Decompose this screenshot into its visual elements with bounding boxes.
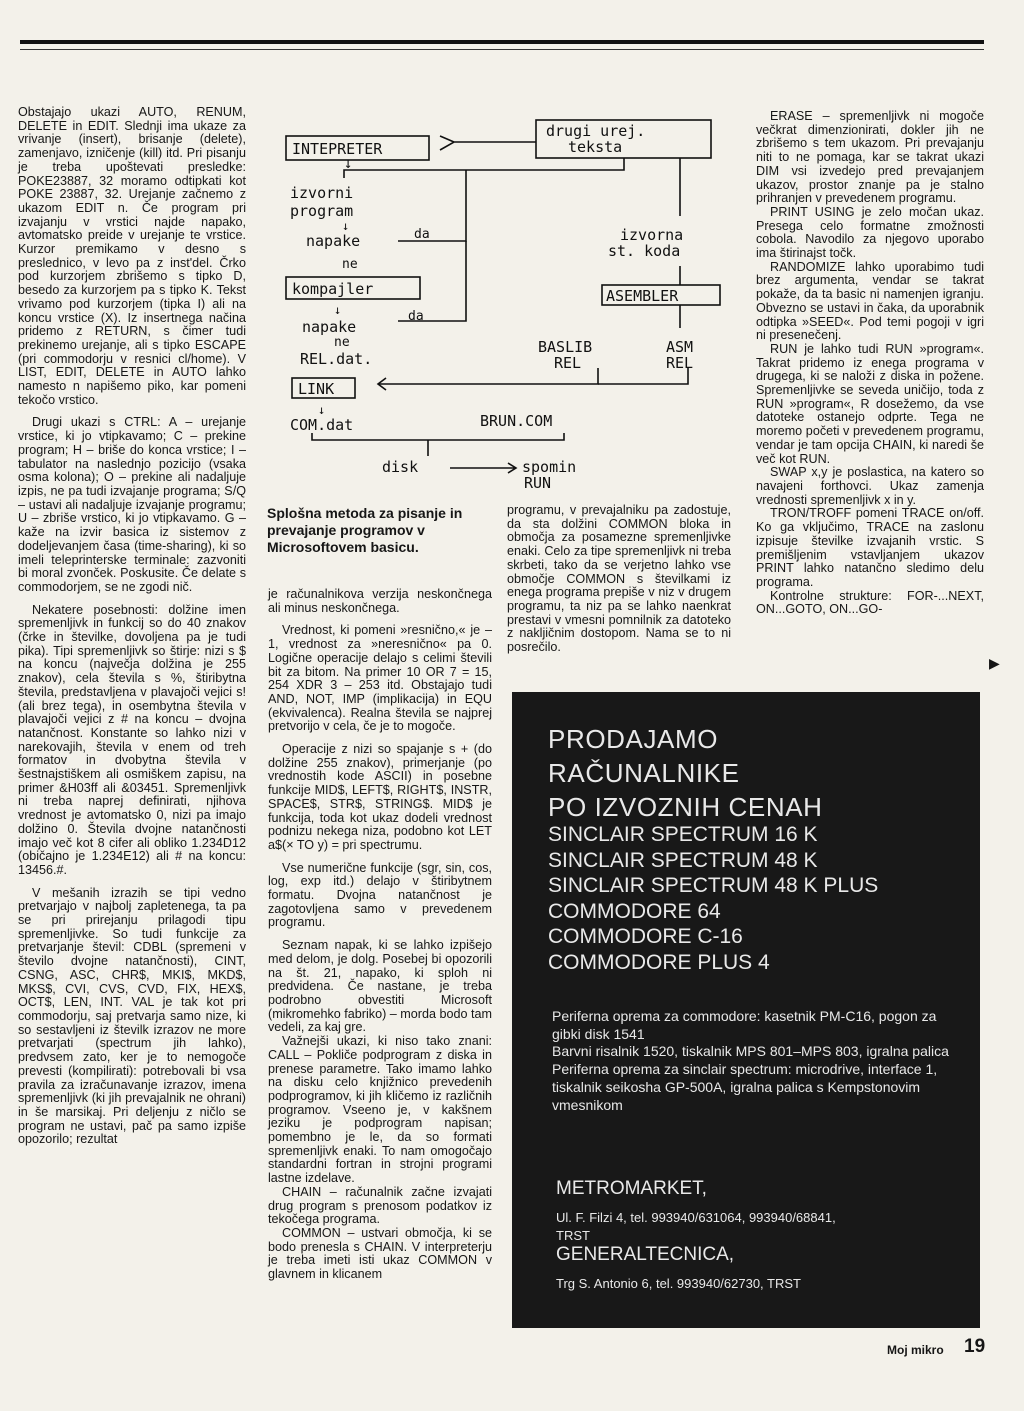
- paragraph: Drugi ukazi s CTRL: A – urejanje vrstice, ki jo vtipkavamo; C – prekine program; H – briše do konca vrstice; I – tabulator na naslednjo pozicijo (vsaka osma kolona); O – prekine ali nadaljuje izpis, ne pa tudi izvajanje programa; S/Q – ustavi ali nadaljuje izvajanje programu; U – zbriše vrstico, ki jo vtipkavamo. G – kaže na izvir basica iz sistemov z dodeljevanjem časa (time-sharing), ki so imeli teleprinterske terminale: zazvoniti bi moral zvonček. Poskusite. Če delate s commodorjem, se ne zgodi nič.: [18, 415, 246, 594]
- compilation-flowchart: [268, 106, 728, 496]
- ad-product: COMMODORE 64: [548, 899, 721, 923]
- brun-label: BRUN.COM: [480, 412, 553, 430]
- connector-to-disk: [312, 433, 564, 440]
- source-code-label-2: st. koda: [608, 242, 681, 260]
- disk-label: disk: [382, 458, 419, 476]
- top-rule: [20, 40, 984, 44]
- paragraph: Važnejši ukazi, ki niso tako znani: CALL – Pokliče podprogram z diska in prenese parametre. Tako imamo lahko na disku celo knjižnico prevedenih podprogramov, ki jih kličemo iz različnih programov. Vseeno je, v kakšnem jeziku je podprogram napisan; pomembno je le, da so formati spremenljivk enaki. To nam omogočajo standardni fortran in strojni programi lastne izdelave.: [268, 1034, 492, 1186]
- ad-headline: [548, 722, 823, 824]
- advertisement: [512, 692, 980, 1328]
- ad-headline-line: PO IZVOZNIH CENAH: [548, 792, 823, 822]
- editor-label-2: teksta: [568, 138, 623, 156]
- paragraph: RANDOMIZE lahko uporabimo tudi brez argumenta, vendar se takrat pokaže, da ta basic ni namenjen igranju. Obvezno se ustavi in čaka, da uporabnik odtipka »SEED«. Pod temi pogoji v igri ni presenečenj.: [756, 259, 984, 343]
- ad-product-list: [548, 822, 878, 975]
- down-arrow-icon: ↓: [344, 156, 353, 172]
- ad-product: COMMODORE PLUS 4: [548, 950, 770, 974]
- paragraph: programu, v prevajalniku pa zadostuje, da sta dolžini COMMON bloka in območja za posamezne spremenljivke enaki. Celo za tipe spremenljivk ni treba skrbeti, tako da se verjetno lahko vse območje COMMON s številkami iz enega programa prepiše v niz v drugem programu, ta niz pa se lahko naenkrat prestavi v vmesni pomnilnik za datoteko z nakljičnim dostopom. Nama se to ni posrečilo.: [507, 503, 731, 655]
- ad-headline-line: PRODAJAMO: [548, 724, 719, 754]
- arrow-to-interpreter: [440, 136, 536, 150]
- ad-address-2: Trg S. Antonio 6, tel. 993940/62730, TRST: [556, 1276, 801, 1291]
- paragraph: Vrednost, ki pomeni »resnično,« je –1, vrednost za »neresnično« pa 0. Logične operacije delajo s celimi števili bit za bitom. Na primer 10 OR 7 = 15, 254 XDR 3 – 253 itd. Obstajajo tudi AND, NOT, IMP (implikacija) in EQU (ekvivalenca). Realna števila se najprej pretvorijo v cela, če je to mogoče.: [268, 623, 492, 734]
- paragraph: ERASE – spremenljivk ni mogoče večkrat dimenzionirati, dokler jih ne zbrišemo s tem ukazom. Pri prevajanju niti to ne pomaga, kar se takrat ukazi DIM vsi izvedejo pred prevajanjem ukazov, prostor znanje pa je stalno prihranjen v prevedenem programu.: [756, 109, 984, 206]
- paragraph: Nekatere posebnosti: dolžine imen spremenljivk in funkcij so do 40 znakov (črke in številke, dovoljena pa je tudi pika). Tipi spremenljivk so štirje: nizi s $ na koncu (največja dolžina je 255 znakov), cela števila s %, štiribytna števila, predstavljena v plavajoči vejici s! (ali brez tega), in osembytna števila v plavajoči vejici z # na koncu – dvojna natančnost. Konstante so lahko nizi v narekovajih, števila v enem od treh formatov in dvobytna števila v šestnajstiškem ali osmiškem zapisu, na primer &H03ff ali &03451. Spremenljivk ni treba naprej definirati, njihova vrednost je avtomatsko 0, nizi pa imajo dolžino 0. Števila dvojne natančnosti imajo več kot 8 cifer ali obliko 1.234D12 (običajno je 1.234E12) ali # na koncu: 13456.#.: [18, 602, 246, 877]
- down-arrow-icon: ↓: [334, 303, 342, 317]
- ad-address-1-city: TRST: [556, 1228, 590, 1243]
- yes-label-1: da: [414, 227, 430, 242]
- ad-address-1: Ul. F. Filzi 4, tel. 993940/631064, 993940/68841,: [556, 1210, 836, 1225]
- paragraph: RUN je lahko tudi RUN »program«. Takrat pridemo iz enega programa v drugega, ki se naloži z diska in požene. Spremenljivke se seveda uničijo, toda z RUN »program«, R dosežemo, da vse datoteke ostanejo odprte. Tega ne moremo početi v prevedenem programu, vendar je tam opcija CHAIN, ki naredi še več kot RUN.: [756, 341, 984, 466]
- ad-company-1: METROMARKET,: [556, 1178, 707, 1199]
- ad-product: SINCLAIR SPECTRUM 48 K: [548, 848, 818, 872]
- rel-label-b: REL: [666, 354, 694, 372]
- source-program-label-2: program: [290, 202, 354, 220]
- paragraph: Seznam napak, ki se lahko izpišejo med delom, je dolg. Posebej bi opozorili na št. 21, napako, ki sploh ni predvidena. Če nastane, je treba podrobno obvestiti Microsoft (mikromehko fabriko) – morda bodo tam vedeli, za kaj gre.: [268, 938, 492, 1035]
- rel-label-a: REL: [554, 354, 582, 372]
- assembler-label: ASEMBLER: [606, 287, 679, 305]
- continue-arrow-icon: ▶: [989, 655, 1000, 671]
- link-label: LINK: [298, 380, 335, 398]
- paragraph: COMMON – ustvari območja, ki se bodo prenesla s CHAIN. V interpreterju je treba imeti isti ukaz COMMON v glavnem in klicanem: [268, 1225, 492, 1282]
- run-label: RUN: [524, 474, 552, 492]
- figure-caption: Splošna metoda za pisanje in prevajanje programov v Microsoftovem basicu.: [267, 505, 463, 555]
- article-column-3: [507, 504, 731, 664]
- ad-peripheral-line: Barvni risalnik 1520, tiskalnik MPS 801–MPS 803, igralna palica: [552, 1043, 949, 1060]
- article-column-2: [268, 588, 492, 1282]
- paragraph: Vse numerične funkcije (sgr, sin, cos, log, exp itd.) delajo v štiribytnem formatu. Dvojna natančnost je zagotovljena samo v prevedenem programu.: [268, 860, 492, 930]
- page-number: 19: [964, 1336, 986, 1357]
- interpreter-label: INTEPRETER: [292, 140, 383, 158]
- paragraph: Operacije z nizi so spajanje s + (do dolžine 255 znakov), primerjanje (po vrednostih kode ASCII) in posebne funkcije MID$, LEFT$, RIGHT$, INSTR, SPACE$, STR$, STRING$. MID$ je funkcija, toda kot ukaz dodeli vrednost podnizu nekega niza, podobno kot LET a$(× TO y) = pri spectrumu.: [268, 742, 492, 852]
- top-rule-thin: [20, 49, 984, 50]
- ad-headline-line: RAČUNALNIKE: [548, 758, 740, 788]
- ad-company-2: GENERALTECNICA,: [556, 1244, 735, 1265]
- ad-product: SINCLAIR SPECTRUM 16 K: [548, 823, 818, 846]
- magazine-name: Moj mikro: [887, 1343, 944, 1357]
- baslib-label: BASLIB: [538, 338, 593, 356]
- paragraph: je računalnikova verzija neskončnega ali minus neskončnega.: [268, 587, 492, 615]
- asm-label: ASM: [666, 338, 694, 356]
- no-label-2: ne: [334, 335, 350, 350]
- compiler-label: kompajler: [292, 280, 374, 298]
- rel-dat-label: REL.dat.: [300, 350, 373, 368]
- loop-errors-1: [398, 170, 466, 241]
- ad-product: COMMODORE C-16: [548, 925, 743, 948]
- paragraph: Obstajajo ukazi AUTO, RENUM, DELETE in EDIT. Slednji ima ukaze za vrivanje (insert), brisanje (delete), zamenjavo, izničenje (kill) itd. Pri pisanju je treba upoštevati presledke: POKE23887, 32 moramo odtipkati kot POKE 23887, 32. Urejanje začnemo z ukazom EDIT n. Če program pri izvajanju v vrstici najde napako, avtomatsko preide v urejanje te vrstice. Kurzor premikamo v desno s preslednico, v levo pa z inst'del. Črko pod kurzorjem zbrišemo s tipko D, besedo za kurzorjem pa s tipko K. Tekst vrivamo pod kurzorjem (tipka I) ali na koncu vrstice (X). Iz insertnega načina pridemo z RETURN, s čimer tudi prekinemo urejanje, ali s tipko ESCAPE (pri commodorju v resnici cl/home). V LIST, EDIT, DELETE in AUTO lahko namesto n napišemo piko, kar pomeni tekočo vrstico.: [18, 105, 246, 407]
- paragraph: PRINT USING je zelo močan ukaz. Presega celo formatne zmožnosti cobola. Navodilo za njegovo uporabo ima štirinajst točk.: [756, 204, 984, 261]
- ad-peripherals: [552, 1008, 962, 1114]
- source-code-label-1: izvorna: [620, 226, 684, 244]
- arrow-disk-memory: [450, 463, 516, 473]
- ad-product: SINCLAIR SPECTRUM 48 K PLUS: [548, 874, 879, 897]
- memory-label: spomin: [522, 458, 577, 476]
- source-program-label-1: izvorni: [290, 184, 354, 202]
- article-column-4: [756, 110, 984, 617]
- ad-peripheral-line: Periferna oprema za sinclair spectrum: microdrive, interface 1, tiskalnik seikosha GP-500A, igralna palica s Kempstonovim vmesnikom: [552, 1061, 938, 1113]
- errors-label-2: napake: [302, 318, 357, 336]
- paragraph: SWAP x,y je poslastica, na katero so navajeni forthovci. Ukaz zamenja vrednosti spremenljivk x in y.: [756, 465, 984, 507]
- paragraph: CHAIN – računalnik začne izvajati drug program s prenosom podatkov iz tekočega programa.: [268, 1184, 492, 1227]
- no-label-1: ne: [342, 257, 358, 272]
- ad-peripheral-line: Periferna oprema za commodore: kasetnik PM-C16, pogon za gibki disk 1541: [552, 1008, 937, 1042]
- connector-editor: [344, 158, 624, 178]
- editor-label-1: drugi urej.: [546, 122, 646, 140]
- down-arrow-icon: ↓: [318, 403, 326, 417]
- paragraph: Kontrolne strukture: FOR-...NEXT, ON...GOTO, ON...GO-: [756, 588, 984, 617]
- paragraph: V mešanih izrazih se tipi vedno pretvarjajo v najbolj zapletenega, ta pa se pri prirejanju prilagodi tipu spremenljivke. So tudi funkcije za pretvarjanje števil: CDBL (spremeni v število dvojne natančnosti), CINT, CSNG, ASC, CHR$, MKI$, MKD$, MKS$, CVI, CVS, CVD, FIX, HEX$, OCT$, LEN, INT. VAL je tak kot pri commodorju, saj pretvarja samo nize, ki so sestavljeni iz številk izrazov ne more pretvarjati (spectrum jih lahko), predvsem zato, ker je to nemogoče prevesti (kompilirati): potrebovali bi vsa pravila za izračunavanje izrazov, imena spremenljivk (ki jih prevajalnik ne ohrani) in še marsikaj. Pri deljenju z ničlo se program ne ustavi, pač pa samo izpiše opozorilo; rezultat: [18, 885, 246, 1147]
- article-column-1: [18, 106, 246, 1156]
- down-arrow-icon: ↓: [342, 219, 350, 233]
- errors-label-1: napake: [306, 232, 361, 250]
- yes-label-2: da: [408, 309, 424, 324]
- com-dat-label: COM.dat: [290, 416, 354, 434]
- paragraph: TRON/TROFF pomeni TRACE on/off. Ko ga vključimo, TRACE na zaslonu izpisuje številke izvajanih vrstic. S premišljenim vstavljanjem ukazov PRINT lahko natančno sledimo delu programa.: [756, 506, 984, 589]
